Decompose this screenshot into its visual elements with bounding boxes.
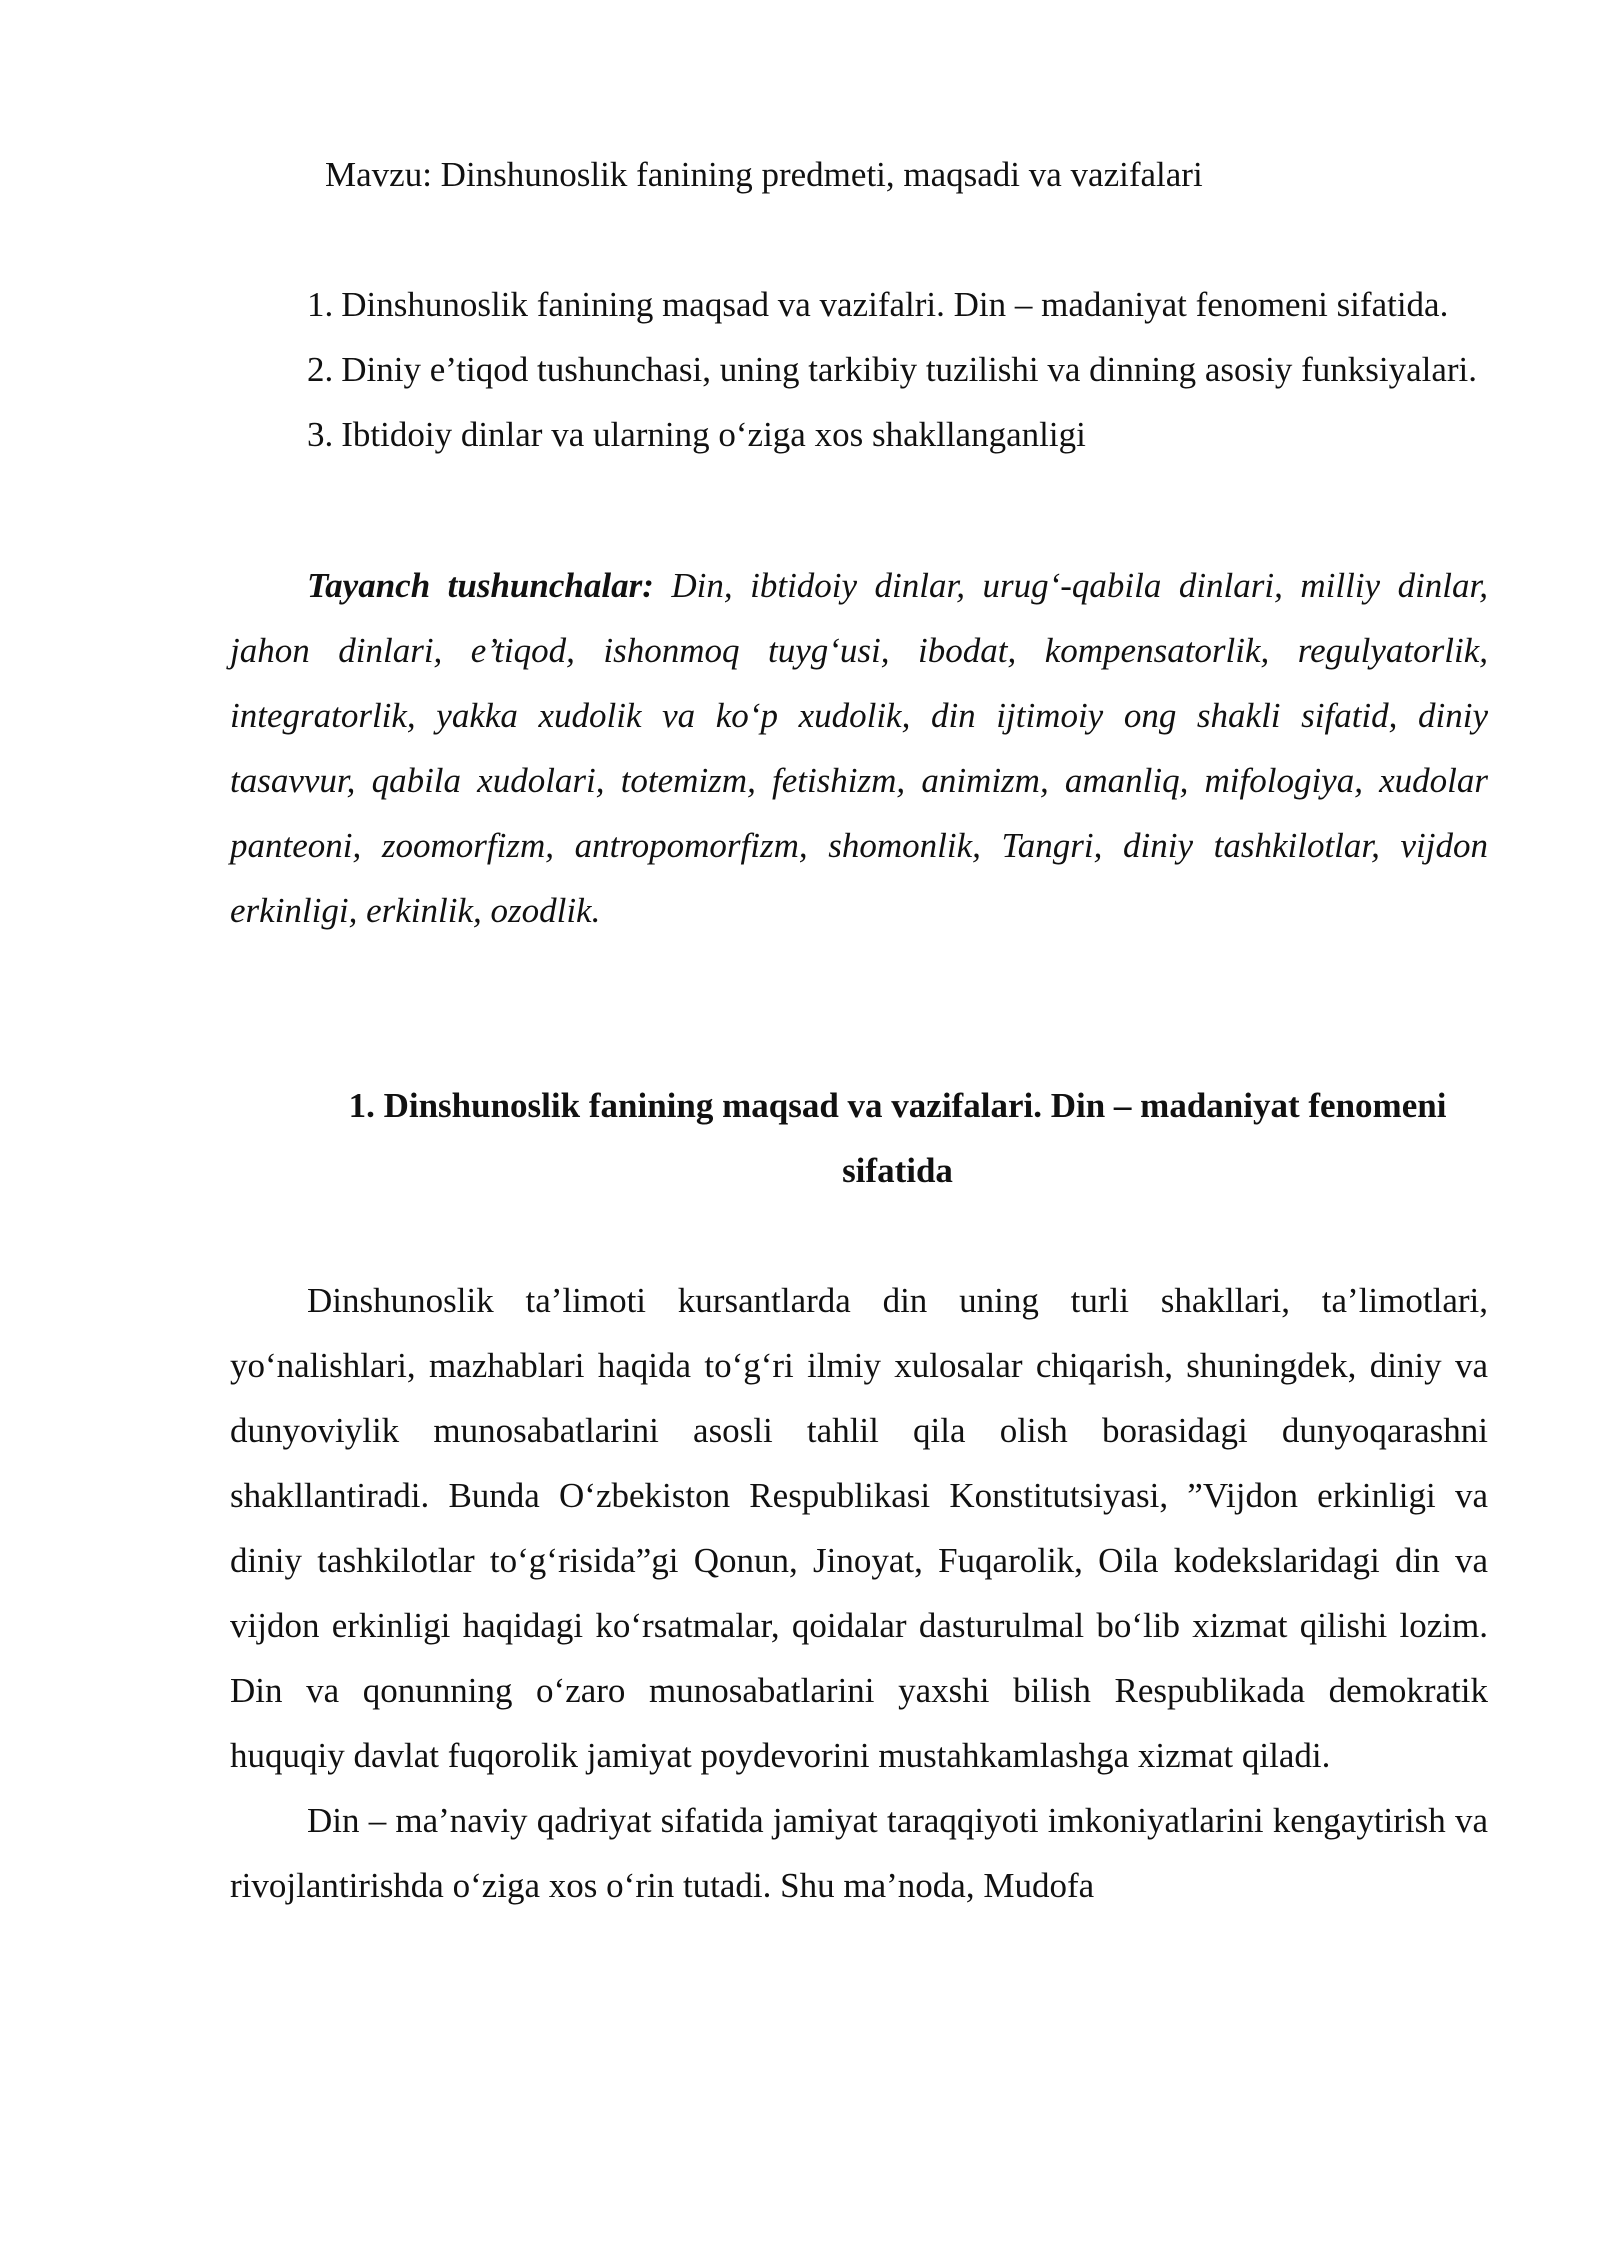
key-concepts-label: Tayanch tushunchalar: (307, 566, 654, 605)
plan-item-text: Dinshunoslik fanining maqsad va vazifalri. Din – madaniyat fenomeni sifatida. (341, 285, 1449, 324)
plan-item (230, 272, 1488, 337)
section-heading: 1. Dinshunoslik fanining maqsad va vazifalari. Din – madaniyat fenomeni sifatida (348, 1086, 1447, 1190)
plan-item (230, 337, 1488, 402)
plan-item-number: 3. (307, 415, 334, 454)
plan-item-text: Ibtidoiy dinlar va ularning o‘ziga xos shakllanganligi (341, 415, 1086, 454)
key-concepts-paragraph (230, 553, 1488, 943)
body-text (230, 1268, 1488, 1918)
plan-item-number: 1. (307, 285, 334, 324)
plan-item (230, 402, 1488, 467)
topic-plan-list (230, 272, 1488, 467)
body-paragraph: Dinshunoslik ta’limoti kursantlarda din uning turli shakllari, ta’limotlari, yo‘nalishlari, mazhablari haqida to‘g‘ri ilmiy xulosalar chiqarish, shuningdek, diniy va dunyoviylik munosabatlarini asosli tahlil qila olish borasidagi dunyoqarashni shakllantiradi. Bunda O‘zbekiston Respublikasi Konstitutsiyasi, ”Vijdon erkinligi va diniy tashkilotlar to‘g‘risida”gi Qonun, Jinoyat, Fuqarolik, Oila kodekslaridagi din va vijdon erkinligi haqidagi ko‘rsatmalar, qoidalar dasturulmal bo‘lib xizmat qilishi lozim. Din va qonunning o‘zaro munosabatlarini yaxshi bilish Respublikada demokratik huquqiy davlat fuqorolik jamiyat poydevorini mustahkamlashga xizmat qiladi. (230, 1281, 1488, 1775)
plan-item-text: Diniy e’tiqod tushunchasi, uning tarkibiy tuzilishi va dinning asosiy funksiyalari. (341, 350, 1478, 389)
key-concepts-text: Din, ibtidoiy dinlar, urug‘-qabila dinlari, milliy dinlar, jahon dinlari, e’tiqod, ishonmoq tuyg‘usi, ibodat, kompensatorlik, regulyatorlik, integratorlik, yakka xudolik va ko‘p xudolik, din ijtimoiy ong shakli sifatid, diniy tasavvur, qabila xudolari, totemizm, fetishizm, animizm, amanliq, mifologiya, xudolar panteoni, zoomorfizm, antropomorfizm, shomonlik, Tangri, diniy tashkilotlar, vijdon erkinligi, erkinlik, ozodlik. (230, 566, 1489, 930)
plan-item-number: 2. (307, 350, 334, 389)
document-title: Mavzu: Dinshunoslik fanining predmeti, maqsadi va vazifalari (325, 155, 1203, 194)
document-page (230, 142, 1488, 1918)
body-paragraph: Din – ma’naviy qadriyat sifatida jamiyat taraqqiyoti imkoniyatlarini kengaytirish va rivojlantirishda o‘ziga xos o‘rin tutadi. Shu ma’noda, Mudofa (230, 1801, 1488, 1905)
